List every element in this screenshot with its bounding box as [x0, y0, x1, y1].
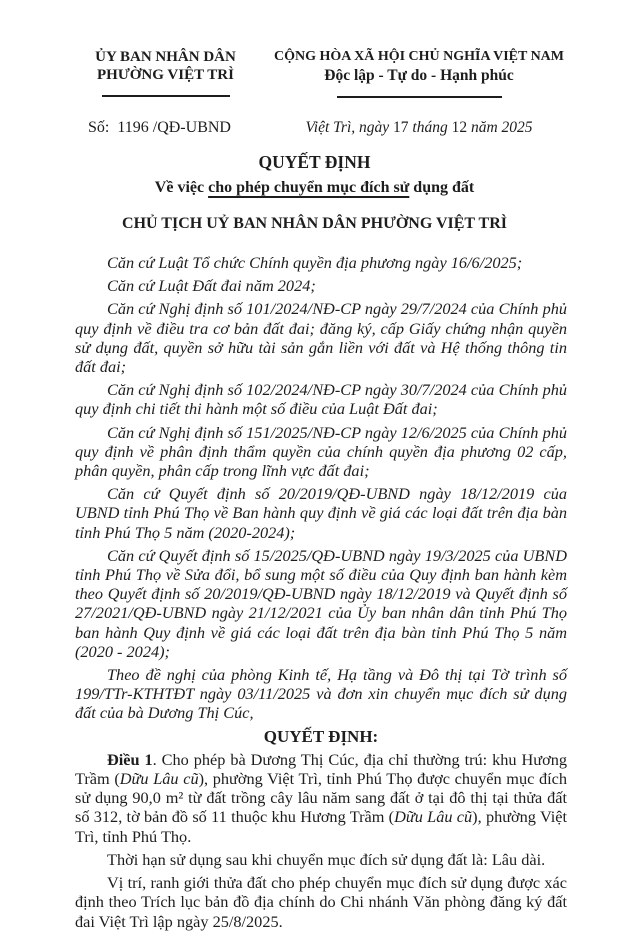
issuing-org-line1: ỦY BAN NHÂN DÂN: [95, 49, 236, 65]
recital-paragraph: Theo đề nghị của phòng Kinh tế, Hạ tầng và Đô thị tại Tờ trình số 199/TTr-KTHTĐT ngày 03/11/2025 và đơn xin chuyển mục đích sử dụng đất của bà Dương Thị Cúc,: [75, 665, 567, 723]
document-body: [0, 253, 629, 931]
recital-paragraph: Căn cứ Quyết định số 20/2019/QĐ-UBND ngày 18/12/2019 của UBND tỉnh Phú Thọ về Ban hành quy định về giá các loại đất trên địa bàn tỉnh Phú Thọ 5 năm (2020-2024);: [75, 484, 567, 542]
location-paragraph: Vị trí, ranh giới thửa đất cho phép chuyển mục đích sử dụng được xác định theo Trích lục bản đồ địa chính do Chi nhánh Văn phòng đăng ký đất đai Việt Trì lập ngày 25/8/2025.: [75, 873, 567, 931]
national-header-block: [273, 48, 565, 103]
recital-paragraph: Căn cứ Nghị định số 101/2024/NĐ-CP ngày 29/7/2024 của Chính phủ quy định về điều tra cơ bản đất đai; đăng ký, cấp Giấy chứng nhận quyền sử dụng đất, quyền sở hữu tài sản gắn liền với đất và Hệ thống thông tin đất đai;: [75, 299, 567, 377]
document-number: Số: 1196 /QĐ-UBND: [88, 119, 231, 136]
letterhead: [0, 48, 629, 103]
recital-paragraph: Căn cứ Quyết định số 15/2025/QĐ-UBND ngày 19/3/2025 của UBND tỉnh Phú Thọ về Sửa đổi, bổ sung một số điều của Quy định ban hành kèm theo Quyết định số 20/2019/QĐ-UBND ngày 18/12/2019 và Quyết định số 27/2021/QĐ-UBND ngày 21/12/2021 của Ủy ban nhân dân tỉnh Phú Thọ ban hành Quy định về giá các loại đất trên địa bàn tỉnh Phú Thọ 5 năm (2020 - 2024);: [75, 545, 567, 661]
national-title: CỘNG HÒA XÃ HỘI CHỦ NGHĨA VIỆT NAM: [273, 49, 564, 64]
issuer-heading: CHỦ TỊCH UỶ BAN NHÂN DÂN PHƯỜNG VIỆT TRÌ: [122, 215, 507, 232]
recital-paragraph: Căn cứ Nghị định số 151/2025/NĐ-CP ngày 12/6/2025 của Chính phủ quy định về phân định thẩm quyền của chính quyền địa phương 02 cấp, phân quyền, phân cấp trong lĩnh vực đất đai;: [75, 422, 567, 481]
org-underline: [102, 95, 230, 97]
article1-paragraph: Điều 1. Cho phép bà Dương Thị Cúc, địa chỉ thường trú: khu Hương Trầm (Dữu Lâu cũ), phường Việt Trì, tỉnh Phú Thọ được chuyển mục đích sử dụng 90,0 m² từ đất trồng cây lâu năm sang đất ở tại đô thị tại thửa đất số 312, tờ bản đồ số 11 thuộc khu Hương Trầm (Dữu Lâu cũ), phường Việt Trì, tỉnh Phú Thọ.: [75, 749, 568, 846]
document-subtitle: Về việc cho phép chuyển mục đích sử dụng đất: [154, 179, 475, 196]
issuing-org-line2: PHƯỜNG VIỆT TRÌ: [97, 67, 234, 83]
issuing-org-block: [58, 48, 273, 103]
tenure-paragraph: Thời hạn sử dụng sau khi chuyển mục đích sử dụng đất là: Lâu dài.: [107, 849, 546, 869]
recital-paragraph: Căn cứ Luật Đất đai năm 2024;: [107, 276, 316, 296]
decision-heading: QUYẾT ĐỊNH:: [263, 726, 379, 746]
meta-row: [0, 119, 629, 137]
recital-paragraph: Căn cứ Luật Tổ chức Chính quyền địa phương ngày 16/6/2025;: [107, 253, 523, 272]
document-title: QUYẾT ĐỊNH: [258, 152, 371, 172]
motto-underline: [337, 96, 502, 98]
recital-paragraph: Căn cứ Nghị định số 102/2024/NĐ-CP ngày 30/7/2024 của Chính phủ quy định chi tiết thi hành một số điều của Luật Đất đai;: [75, 380, 567, 419]
place-and-date: Việt Trì, ngày 17 tháng 12 năm 2025: [305, 119, 533, 136]
national-motto: Độc lập - Tự do - Hạnh phúc: [324, 67, 514, 84]
